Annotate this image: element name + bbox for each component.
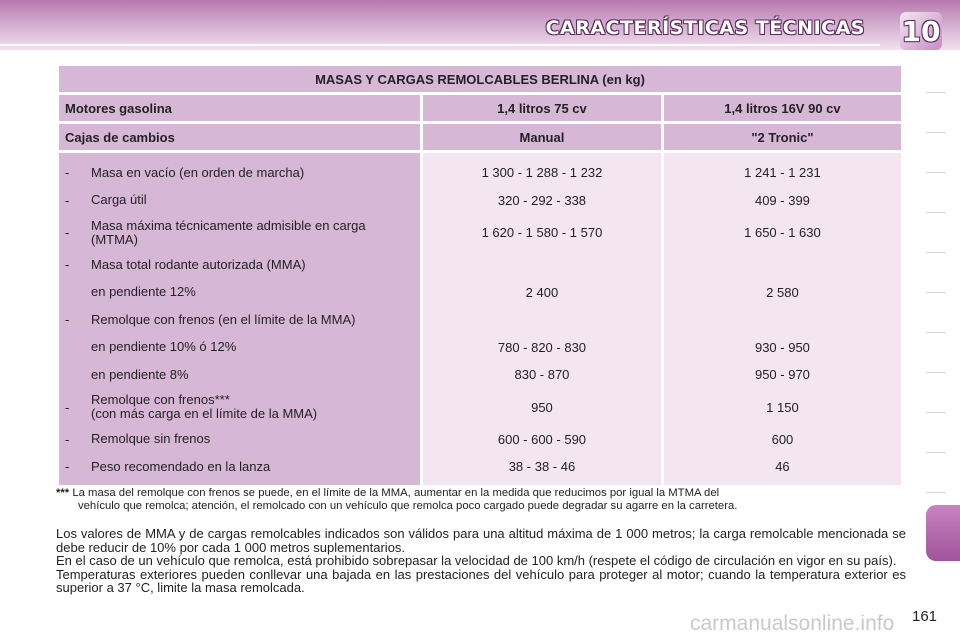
rail-divider: [926, 292, 946, 293]
row-label: - Masa total rodante autorizada (MMA): [65, 256, 306, 273]
table-cell: [423, 306, 661, 334]
footnote-line-1: La masa del remolque con frenos se puede, en el límite de la MMA, aumentar en la medida que reducimos por igual la MTMA del: [72, 487, 720, 499]
row-label: en pendiente 10% ó 12%: [91, 339, 237, 355]
rail-divider: [926, 92, 946, 93]
row-label: - Peso recomendado en la lanza: [65, 458, 271, 475]
table-title: MASAS Y CARGAS REMOLCABLES BERLINA (en kg): [59, 66, 901, 92]
table-cell: 2 400: [525, 284, 559, 300]
chapter-tab[interactable]: [926, 505, 960, 561]
note-paragraph: Los valores de MMA y de cargas remolcables indicados son válidos para una altitud máxima de 1 000 metros; la carga remolcable mencionada se debe reducir de 10% por cada 1 000 metros suplementarios.: [56, 526, 906, 555]
rail-divider: [926, 492, 946, 493]
table-cell: 1 650 - 1 630: [744, 225, 821, 240]
row-label: - Remolque con frenos (en el límite de la MMA): [65, 311, 356, 328]
row-label: - Carga útil: [65, 192, 147, 208]
table-cell: 320 - 292 - 338: [497, 192, 587, 208]
row-label: - Remolque sin frenos: [65, 431, 211, 447]
table-cell: 46: [775, 459, 790, 475]
row-label: en pendiente 8%: [91, 366, 189, 382]
table-cell: 600: [771, 431, 794, 447]
engine-column-2: 1,4 litros 16V 90 cv: [664, 95, 901, 121]
row-labels: [59, 153, 420, 485]
chapter-badge: 10: [900, 12, 942, 50]
table-cell: 2 580: [766, 284, 799, 300]
page-number: 161: [912, 608, 938, 625]
footnote-mark: ***: [56, 487, 70, 499]
table-cell: 950: [531, 399, 553, 415]
footnote-line-2: vehículo que remolca; atención, el remolcado con un vehículo que remolca poco cargado puede degradar su agarre en la carretera.: [78, 500, 738, 512]
rail-divider: [926, 212, 946, 213]
rail-divider: [926, 252, 946, 253]
notes: [56, 527, 906, 595]
row-label: - Masa en vacío (en orden de marcha): [65, 164, 305, 181]
table-cell: 950 - 970: [754, 367, 810, 383]
gearbox-column-2: "2 Tronic": [664, 124, 901, 150]
table-cell: 1 300 - 1 288 - 1 232: [481, 165, 603, 181]
rail-divider: [926, 332, 946, 333]
table-cell: 1 150: [766, 399, 799, 415]
note-paragraph: En el caso de un vehículo que remolca, está prohibido sobrepasar la velocidad de 100 km/h (respete el código de circulación en vigor en su país).: [56, 553, 897, 569]
values-column-1: [423, 153, 661, 485]
table-cell: 600 - 600 - 590: [497, 431, 587, 447]
note-paragraph: Temperaturas exteriores pueden conllevar una bajada en las prestaciones del vehículo para proteger al motor; cuando la temperatura exterior es superior a 37 °C, limite la masa remolcada.: [56, 566, 906, 596]
rail-divider: [926, 452, 946, 453]
rail-divider: [926, 172, 946, 173]
table-cell: [423, 251, 661, 279]
table-cell: 830 - 870: [514, 367, 570, 383]
row-label: - Remolque con frenos*** (con más carga en el límite de la MMA): [65, 392, 318, 421]
engines-label: Motores gasolina: [59, 95, 420, 121]
table-cell: 409 - 399: [754, 192, 810, 208]
rail-divider: [926, 372, 946, 373]
engine-column-1: 1,4 litros 75 cv: [423, 95, 661, 121]
table-cell: 780 - 820 - 830: [497, 339, 587, 355]
gearbox-column-1: Manual: [423, 124, 661, 150]
footnote: [56, 487, 906, 513]
values-column-2: [664, 153, 901, 485]
rail-divider: [926, 412, 946, 413]
table-cell: 38 - 38 - 46: [508, 459, 576, 475]
header-divider: [0, 44, 880, 46]
section-title: CARACTERÍSTICAS TÉCNICAS: [545, 17, 865, 39]
mass-table: [56, 63, 904, 488]
rail-divider: [926, 132, 946, 133]
gearbox-label: Cajas de cambios: [59, 124, 420, 150]
table-cell: 1 620 - 1 580 - 1 570: [481, 225, 603, 240]
watermark: carmanualsonline.info: [690, 612, 895, 635]
table-cell: 930 - 950: [754, 339, 810, 355]
table-cell: [664, 251, 901, 279]
table-cell: [664, 306, 901, 334]
row-label: - Masa máxima técnicamente admisible en carga (MTMA): [65, 217, 366, 247]
row-label: en pendiente 12%: [91, 284, 196, 300]
table-cell: 1 241 - 1 231: [744, 165, 821, 181]
